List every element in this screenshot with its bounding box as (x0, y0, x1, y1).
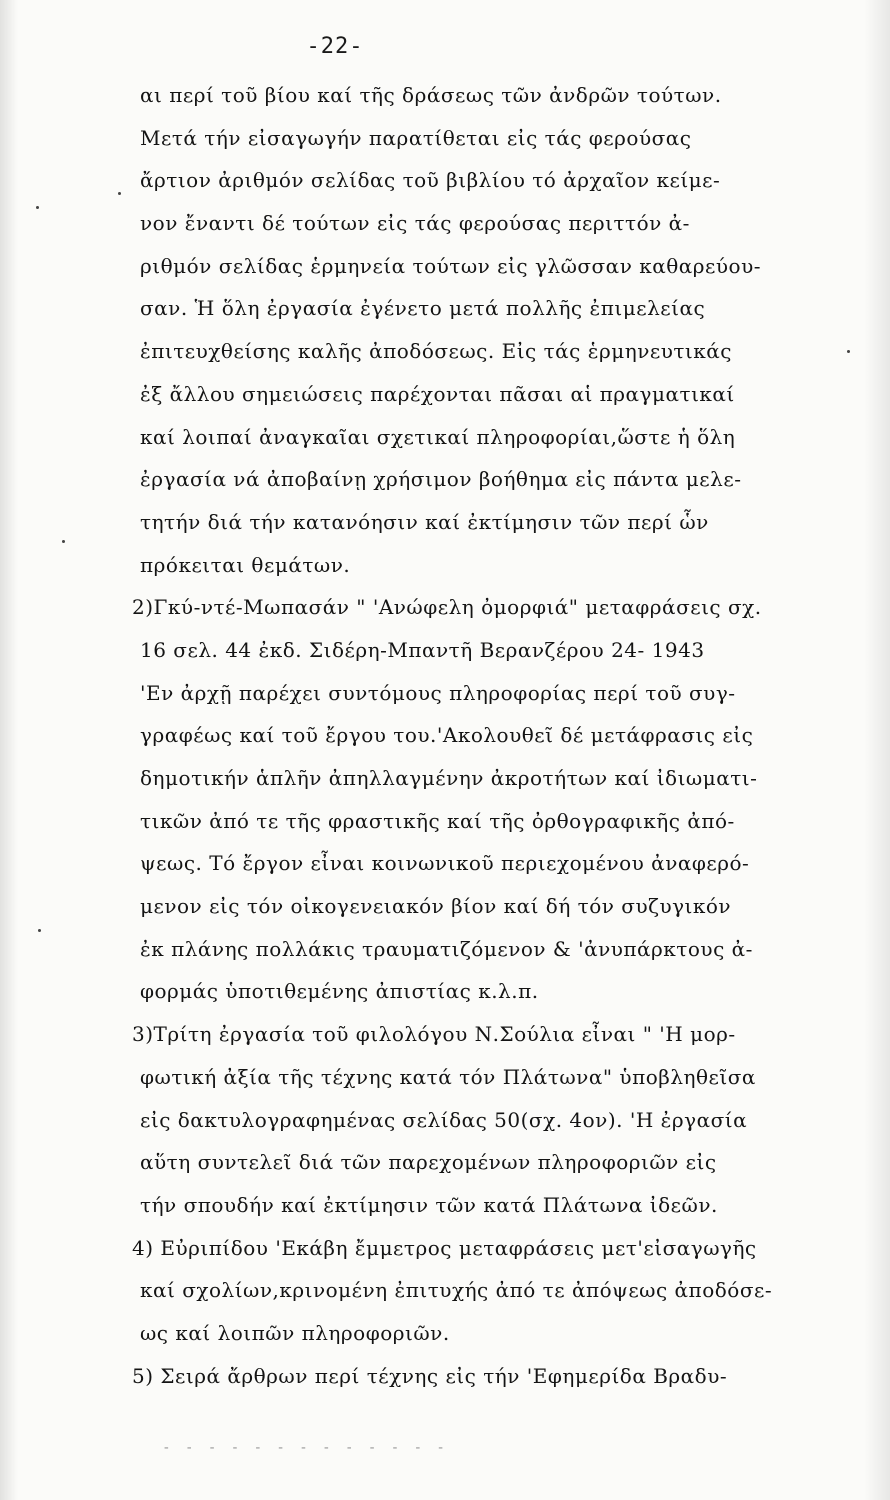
text-line: ἐκ πλάνης πολλάκις τραυματιζόμενον & 'ἀνυπάρκτους ἀ- (140, 936, 753, 961)
left-scan-edge (0, 0, 18, 1500)
text-line: ἄρτιον ἀριθμόν σελίδας τοῦ βιβλίου τό ἀρχαῖον κείμε- (140, 168, 721, 193)
text-line: φορμάς ὑποτιθεμένης ἀπιστίας κ.λ.π. (140, 979, 539, 1004)
text-line: μενον εἰς τόν οἰκογενειακόν βίον καί δή τόν συζυγικόν (140, 894, 732, 919)
text-line: δημοτικήν ἁπλῆν ἀπηλλαγμένην ἀκροτήτων καί ἰδιωματι- (140, 766, 758, 790)
list-item-4: 4) Εὐριπίδου 'Εκάβη ἔμμετρος μεταφράσεις μετ'εἰσαγωγῆς (132, 1235, 757, 1260)
text-line: 'Εν ἀρχῇ παρέχει συντόμους πληροφορίας περί τοῦ συγ- (140, 680, 736, 705)
list-item-2: 2)Γκύ-ντέ-Μωπασάν " 'Ανώφελη ὀμορφιά" μεταφράσεις σχ. (132, 595, 762, 620)
text-line: ριθμόν σελίδας ἑρμηνεία τούτων εἰς γλῶσσαν καθαρεύου- (140, 253, 761, 278)
scan-speck (38, 929, 41, 932)
text-line: αὕτη συντελεῖ διά τῶν παρεχομένων πληροφοριῶν εἰς (140, 1150, 717, 1175)
text-line: ἐξ ἄλλου σημειώσεις παρέχονται πᾶσαι αἱ πραγματικαί (140, 381, 735, 406)
right-scan-edge (864, 0, 890, 1500)
text-line: ως καί λοιπῶν πληροφοριῶν. (140, 1320, 450, 1345)
list-item-5: 5) Σειρά ἄρθρων περί τέχνης εἰς τήν 'Εφημερίδα Βραδυ- (132, 1363, 728, 1388)
text-line: νον ἔναντι δέ τούτων εἰς τάς φερούσας περιττόν ἀ- (140, 211, 690, 236)
text-line: φωτική ἀξία τῆς τέχνης κατά τόν Πλάτωνα" ὑποβληθεῖσα (140, 1064, 756, 1089)
scan-speck (36, 206, 39, 209)
text-line: εἰς δακτυλογραφημένας σελίδας 50(σχ. 4ον). 'Η ἐργασία (140, 1107, 748, 1132)
text-line: τήν σπουδήν καί ἐκτίμησιν τῶν κατά Πλάτωνα ἰδεῶν. (140, 1192, 718, 1217)
page-number: -22- (306, 34, 364, 59)
text-line: καί σχολίων,κρινομένη ἐπιτυχής ἀπό τε ἀπόψεως ἀποδόσε- (140, 1278, 773, 1303)
text-line: σαν. Ἡ ὅλη ἐργασία ἐγένετο μετά πολλῆς ἐπιμελείας (140, 296, 706, 321)
scan-speck (847, 350, 850, 353)
text-line: πρόκειται θεμάτων. (140, 552, 351, 577)
text-line: ἐπιτευχθείσης καλῆς ἀποδόσεως. Εἰς τάς ἑρμηνευτικάς (140, 339, 732, 364)
text-line: ψεως. Τό ἔργον εἶναι κοινωνικοῦ περιεχομένου ἀναφερό- (140, 851, 750, 876)
typewritten-body (132, 74, 860, 1397)
text-line: 16 σελ. 44 ἐκδ. Σιδέρη-Μπαντῆ Βερανζέρου 24- 1943 (140, 637, 705, 662)
scan-footer-marks: - - - - - - - - - - - - - (162, 1440, 448, 1456)
text-line: ἐργασία νά ἀποβαίνῃ χρήσιμον βοήθημα εἰς πάντα μελε- (140, 467, 742, 492)
text-line: γραφέως καί τοῦ ἔργου του.'Ακολουθεῖ δέ μετάφρασις εἰς (140, 723, 754, 748)
list-item-3: 3)Τρίτη ἐργασία τοῦ φιλολόγου Ν.Σούλια εἶναι " 'Η μορ- (132, 1022, 736, 1047)
text-line: τητήν διά τήν κατανόησιν καί ἐκτίμησιν τῶν περί ὧν (140, 509, 709, 534)
text-line: καί λοιπαί ἀναγκαῖαι σχετικαί πληροφορίαι,ὥστε ἡ ὅλη (140, 424, 736, 449)
text-line: τικῶν ἀπό τε τῆς φραστικῆς καί τῆς ὀρθογραφικῆς ἀπό- (140, 808, 735, 833)
text-line: Μετά τήν εἰσαγωγήν παρατίθεται εἰς τάς φερούσας (140, 125, 692, 150)
text-line: αι περί τοῦ βίου καί τῆς δράσεως τῶν ἀνδρῶν τούτων. (140, 83, 722, 107)
scan-speck (118, 192, 121, 195)
scan-speck (62, 540, 65, 543)
